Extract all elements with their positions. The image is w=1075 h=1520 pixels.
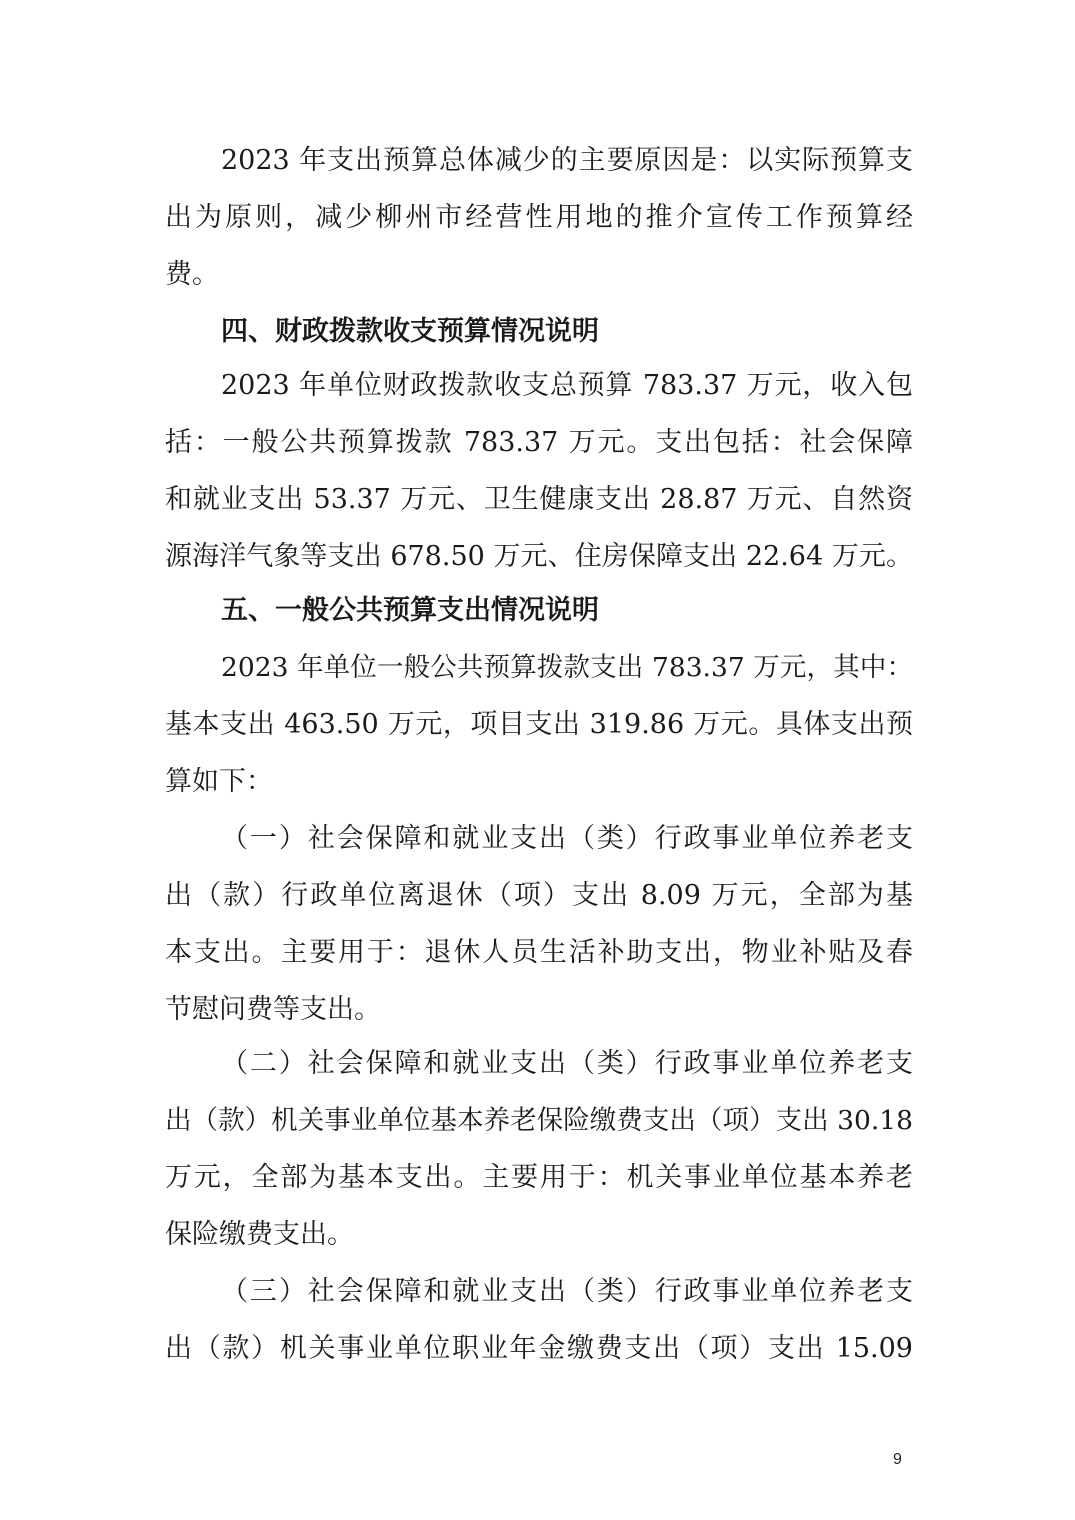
- paragraph-line: 费。: [165, 259, 219, 290]
- paragraph-line: 出为原则，减少柳州市经营性用地的推介宣传工作预算经: [165, 202, 913, 233]
- paragraph-line: 出（款）机关事业单位职业年金缴费支出（项）支出 15.09: [165, 1333, 913, 1364]
- section-heading: 四、财政拨款收支预算情况说明: [221, 316, 599, 347]
- paragraph-line: （三）社会保障和就业支出（类）行政事业单位养老支: [221, 1276, 913, 1307]
- paragraph-line: 出（款）行政单位离退休（项）支出 8.09 万元，全部为基: [165, 880, 913, 911]
- paragraph-line: 保险缴费支出。: [165, 1219, 354, 1250]
- paragraph-line: 万元，全部为基本支出。主要用于：机关事业单位基本养老: [165, 1162, 913, 1193]
- paragraph-line: 和就业支出 53.37 万元、卫生健康支出 28.87 万元、自然资: [165, 484, 913, 515]
- paragraph-line: 括：一般公共预算拨款 783.37 万元。支出包括：社会保障: [165, 427, 913, 458]
- paragraph-line: （二）社会保障和就业支出（类）行政事业单位养老支: [221, 1048, 913, 1079]
- paragraph-line: 节慰问费等支出。: [165, 994, 381, 1025]
- page-number: 9: [893, 1451, 902, 1468]
- section-heading: 五、一般公共预算支出情况说明: [221, 595, 599, 626]
- paragraph-line: 算如下：: [165, 766, 273, 797]
- paragraph-line: 出（款）机关事业单位基本养老保险缴费支出（项）支出 30.18: [165, 1105, 913, 1136]
- paragraph-line: （一）社会保障和就业支出（类）行政事业单位养老支: [221, 823, 913, 854]
- paragraph-line: 2023 年单位财政拨款收支总预算 783.37 万元，收入包: [221, 370, 913, 401]
- paragraph-line: 源海洋气象等支出 678.50 万元、住房保障支出 22.64 万元。: [165, 541, 913, 572]
- paragraph-line: 2023 年支出预算总体减少的主要原因是：以实际预算支: [221, 145, 913, 176]
- paragraph-line: 基本支出 463.50 万元，项目支出 319.86 万元。具体支出预: [165, 709, 913, 740]
- paragraph-line: 本支出。主要用于：退休人员生活补助支出，物业补贴及春: [165, 937, 913, 968]
- paragraph-line: 2023 年单位一般公共预算拨款支出 783.37 万元，其中：: [221, 652, 913, 683]
